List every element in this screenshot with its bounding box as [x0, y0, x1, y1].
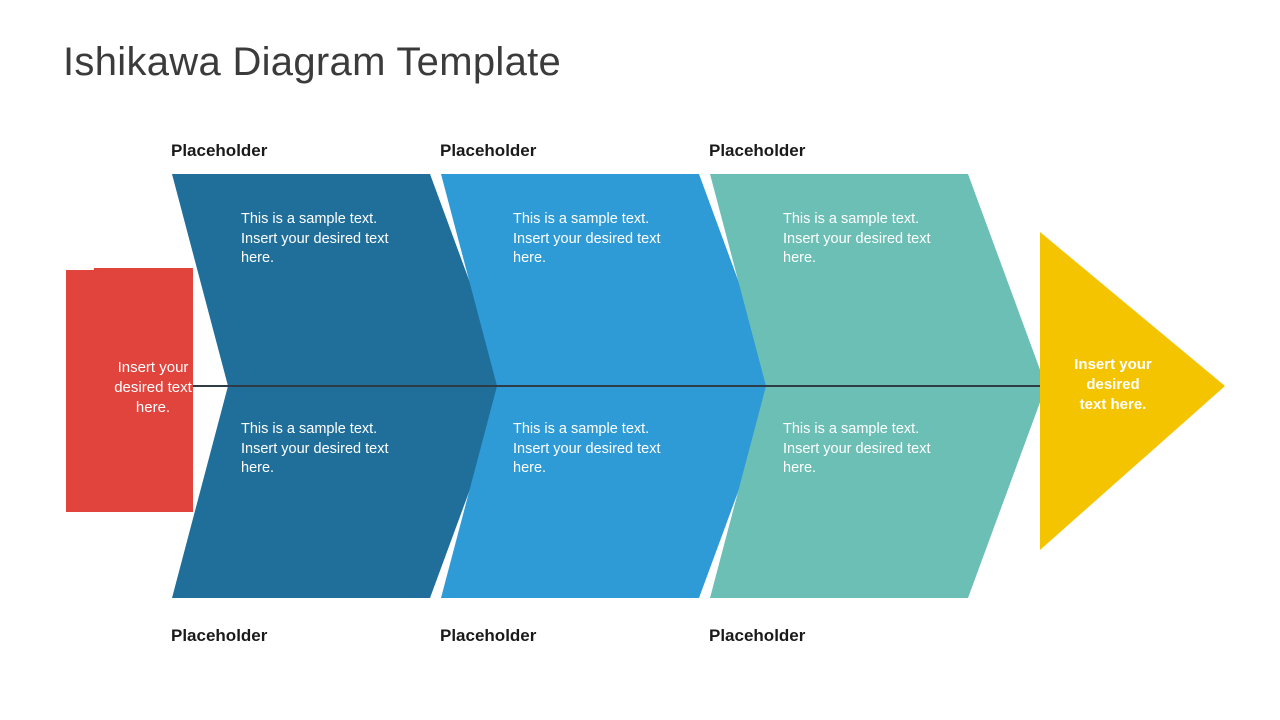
body-text-top-1: This is a sample text. Insert your desired text here. [241, 211, 389, 266]
page-title: Ishikawa Diagram Template [63, 40, 562, 84]
label-top-2: Placeholder [440, 141, 537, 160]
body-text-top-2: This is a sample text. Insert your desired text here. [513, 211, 661, 266]
cause-head-line-3: here. [135, 399, 171, 416]
label-bottom-1: Placeholder [171, 626, 268, 645]
body-text-bottom-3: This is a sample text. Insert your desired text here. [783, 421, 931, 476]
body-text-top-3: This is a sample text. Insert your desired text here. [783, 211, 931, 266]
effect-head-line-2: desired [1086, 376, 1140, 393]
bone-top-3[interactable] [710, 174, 1046, 386]
label-bottom-3: Placeholder [709, 626, 806, 645]
effect-head-text [1043, 355, 1183, 415]
cause-head-text [88, 358, 218, 418]
body-text-bottom-1: This is a sample text. Insert your desired text here. [241, 421, 389, 476]
bone-bottom-3[interactable] [710, 386, 1046, 598]
body-text-bottom-2: This is a sample text. Insert your desired text here. [513, 421, 661, 476]
cause-head-line-2: desired text [114, 379, 192, 396]
effect-head-line-1: Insert your [1074, 356, 1152, 373]
label-bottom-2: Placeholder [440, 626, 537, 645]
effect-head-line-3: text here. [1079, 396, 1147, 413]
label-top-3: Placeholder [709, 141, 806, 160]
cause-head-line-1: Insert your [117, 359, 189, 376]
label-top-1: Placeholder [171, 141, 268, 160]
